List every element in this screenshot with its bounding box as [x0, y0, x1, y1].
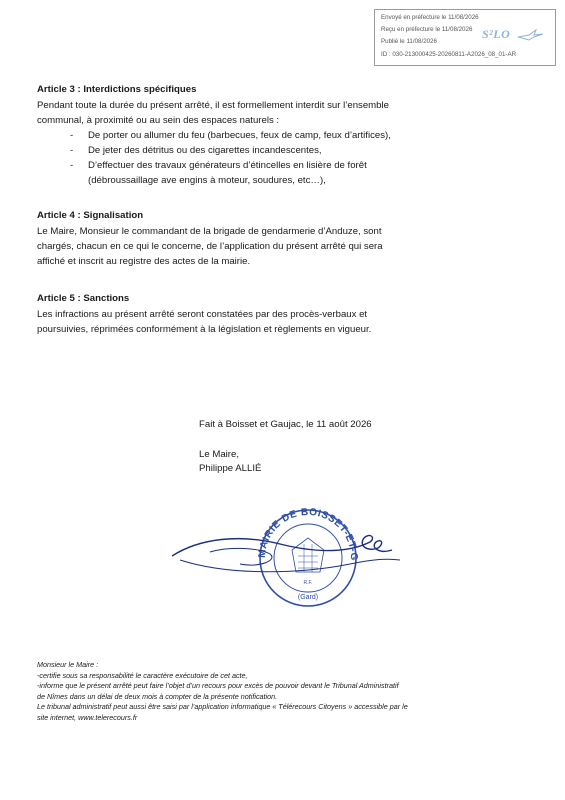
- legal-notice-line: -certifie sous sa responsabilité le caractère exécutoire de cet acte,: [37, 670, 248, 680]
- article-5-line-1: Les infractions au présent arrêté seront constatées par des procès-verbaux et: [37, 309, 368, 320]
- transmission-stamp: [374, 9, 556, 66]
- legal-notice: [37, 660, 527, 723]
- place-date: Fait à Boisset et Gaujac, le 11 août 2026: [199, 419, 372, 430]
- stamp-id: ID : 030-213000425-20260811-A2026_08_01-AR: [381, 51, 517, 58]
- mayor-seal: [170, 498, 410, 608]
- stamp-sent: Envoyé en préfecture le 11/08/2026: [381, 14, 479, 21]
- article-3-bullet-1: De porter ou allumer du feu (barbecues, feux de camp, feux d’artifices),: [88, 130, 391, 141]
- mayor-role: Le Maire,: [199, 449, 239, 460]
- bullet-marker: -: [70, 160, 74, 171]
- legal-notice-line: Monsieur le Maire :: [37, 660, 99, 669]
- legal-notice-line: site internet, www.telerecours.fr: [37, 712, 138, 722]
- article-3-bullet-3: D’effectuer des travaux générateurs d’étincelles en lisière de forêt: [88, 160, 367, 171]
- mayor-name: Philippe ALLIÉ: [199, 463, 262, 474]
- stamp-received: Reçu en préfecture le 11/08/2026: [381, 26, 473, 33]
- svg-text:(Gard): (Gard): [297, 594, 319, 601]
- article-4-line-1: Le Maire, Monsieur le commandant de la brigade de gendarmerie d’Anduze, sont: [37, 226, 382, 237]
- legal-notice-line: -informe que le présent arrêté peut faire l’objet d’un recours pour excès de pouvoir devant le Tribunal Administratif: [37, 681, 399, 690]
- svg-text:R.F.: R.F.: [303, 580, 313, 586]
- bullet-marker: -: [70, 130, 74, 141]
- article-4-line-2: chargés, chacun en ce qui le concerne, de l’application du présent arrêté qui sera: [37, 241, 383, 252]
- s2lo-logo: S²LO: [482, 27, 511, 41]
- legal-notice-line: Le tribunal administratif peut aussi être saisi par l’application informatique « Télérecours Citoyens » accessible par le: [37, 702, 408, 711]
- article-4-line-3: affiché et inscrit au registre des actes de la mairie.: [37, 256, 251, 267]
- article-3-intro-line-1: Pendant toute la durée du présent arrêté, il est formellement interdit sur l’ensemble: [37, 100, 389, 111]
- svg-text:MAIRIE DE BOISSET-ET-GAUJAC: MAIRIE DE BOISSET-ET-G: [256, 506, 360, 562]
- plane-icon: [517, 29, 545, 41]
- stamp-published: Publié le 11/08/2026: [381, 38, 437, 45]
- legal-notice-line: de Nîmes dans un délai de deux mois à compter de la présente notification.: [37, 691, 278, 701]
- article-5-title: Article 5 : Sanctions: [37, 293, 130, 304]
- article-3-bullet-2: De jeter des détritus ou des cigarettes incandescentes,: [88, 145, 322, 156]
- article-3-intro-line-2: communal, à proximité ou au sein des espaces naturels :: [37, 115, 280, 126]
- article-4-title: Article 4 : Signalisation: [37, 210, 144, 221]
- article-3-title: Article 3 : Interdictions spécifiques: [37, 84, 197, 95]
- mayor-seal-and-signature: [170, 498, 410, 608]
- article-5-line-2: poursuivies, réprimées conformément à la législation et règlements en vigueur.: [37, 324, 372, 335]
- article-3-bullet-3-continued: (débroussaillage ave engins à moteur, soudures, etc…),: [88, 175, 326, 186]
- bullet-marker: -: [70, 145, 74, 156]
